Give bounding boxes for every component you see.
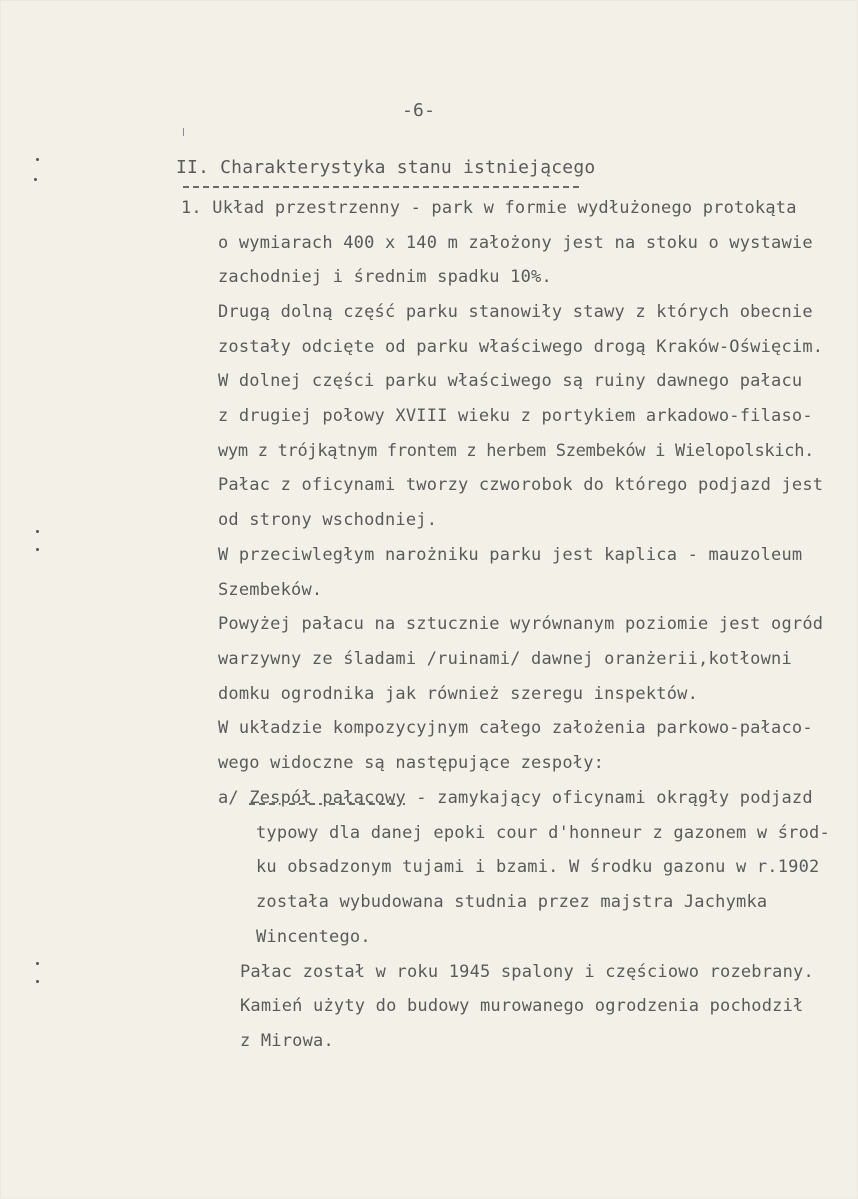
text-line: Pałac został w roku 1945 spalony i częściowo rozebrany. bbox=[240, 962, 814, 982]
text-line: warzywny ze śladami /ruinami/ dawnej oranżerii,kotłowni bbox=[218, 649, 792, 669]
margin-dot bbox=[36, 962, 39, 965]
margin-dot bbox=[36, 530, 39, 533]
text-line: Powyżej pałacu na sztucznie wyrównanym poziomie jest ogród bbox=[218, 614, 824, 634]
text-line: zachodniej i średnim spadku 10%. bbox=[218, 267, 552, 287]
text-line: Drugą dolną część parku stanowiły stawy z których obecnie bbox=[218, 302, 813, 322]
group-title: Zespół pałacowy bbox=[249, 788, 406, 808]
text-line: z Mirowa. bbox=[240, 1031, 334, 1051]
page-number: -6- bbox=[402, 100, 436, 121]
text-line: 1. Układ przestrzenny - park w formie wydłużonego protokąta bbox=[181, 198, 797, 218]
list-marker: a/ bbox=[218, 788, 250, 808]
margin-dot bbox=[36, 548, 39, 551]
margin-dot bbox=[36, 980, 39, 983]
margin-dot bbox=[36, 158, 39, 161]
heading-underline bbox=[183, 186, 579, 188]
text-line: została wybudowana studnia przez majstra Jachymka bbox=[256, 892, 768, 912]
text-line: typowy dla danej epoki cour d'honneur z gazonem w środ- bbox=[256, 823, 830, 843]
text-line: Szembeków. bbox=[218, 580, 323, 600]
margin-tick bbox=[183, 128, 184, 136]
text-line: z drugiej połowy XVIII wieku z portykiem arkadowo-filaso- bbox=[218, 406, 813, 426]
section-heading: II. Charakterystyka stanu istniejącego bbox=[176, 157, 596, 178]
text-line: wym z trójkątnym frontem z herbem Szembeków i Wielopolskich. bbox=[218, 441, 815, 461]
text-fragment: - zamykający oficynami okrągły podjazd bbox=[405, 788, 813, 808]
text-line: W przeciwległym narożniku parku jest kaplica - mauzoleum bbox=[218, 545, 803, 565]
text-line: o wymiarach 400 x 140 m założony jest na stoku o wystawie bbox=[218, 233, 813, 253]
text-line: zostały odcięte od parku właściwego drogą Kraków-Oświęcim. bbox=[218, 337, 824, 357]
text-line bbox=[218, 788, 813, 808]
text-line: Wincentego. bbox=[256, 927, 371, 947]
text-line: wego widoczne są następujące zespoły: bbox=[218, 753, 605, 773]
text-line: W dolnej części parku właściwego są ruiny dawnego pałacu bbox=[218, 371, 803, 391]
text-line: ku obsadzonym tujami i bzami. W środku gazonu w r.1902 bbox=[256, 857, 820, 877]
text-line: Pałac z oficynami tworzy czworobok do którego podjazd jest bbox=[218, 475, 824, 495]
margin-dot bbox=[34, 178, 37, 181]
text-line: W układzie kompozycyjnym całego założenia parkowo-pałaco- bbox=[218, 718, 813, 738]
text-line: domku ogrodnika jak również szeregu inspektów. bbox=[218, 684, 699, 704]
text-line: Kamień użyty do budowy murowanego ogrodzenia pochodził bbox=[240, 996, 804, 1016]
text-line: od strony wschodniej. bbox=[218, 510, 438, 530]
